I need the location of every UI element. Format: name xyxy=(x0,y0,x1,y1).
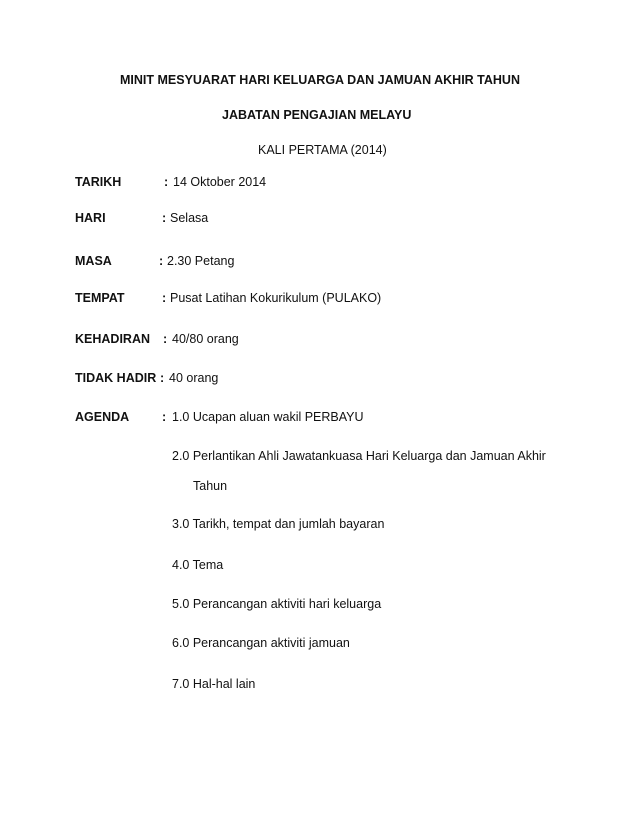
field-label-tempat: TEMPAT xyxy=(75,291,125,305)
document-title: MINIT MESYUARAT HARI KELUARGA DAN JAMUAN AKHIR TAHUN xyxy=(120,73,520,87)
field-colon-masa: : xyxy=(159,254,164,268)
department-name: JABATAN PENGAJIAN MELAYU xyxy=(222,108,412,122)
field-colon-tidak-hadir: : xyxy=(160,371,165,385)
field-colon-tarikh: : xyxy=(164,175,169,189)
agenda-item: 2.0 Perlantikan Ahli Jawatankuasa Hari Keluarga dan Jamuan Akhir xyxy=(172,449,546,463)
field-colon-hari: : xyxy=(162,211,167,225)
agenda-item: 5.0 Perancangan aktiviti hari keluarga xyxy=(172,597,382,611)
agenda-item: 3.0 Tarikh, tempat dan jumlah bayaran xyxy=(172,517,385,531)
agenda-item: 6.0 Perancangan aktiviti jamuan xyxy=(172,636,350,650)
field-label-tidak-hadir: TIDAK HADIR xyxy=(75,371,157,385)
field-colon-tempat: : xyxy=(162,291,167,305)
field-label-hari: HARI xyxy=(75,211,106,225)
field-colon-kehadiran: : xyxy=(163,332,168,346)
field-value-hari: Selasa xyxy=(170,211,209,225)
field-label-masa: MASA xyxy=(75,254,112,268)
field-label-tarikh: TARIKH xyxy=(75,175,122,189)
field-value-kehadiran: 40/80 orang xyxy=(172,332,239,346)
field-value-tidak-hadir: 40 orang xyxy=(169,371,219,385)
field-colon-agenda: : xyxy=(162,410,167,424)
field-value-tarikh: 14 Oktober 2014 xyxy=(173,175,267,189)
field-value-tempat: Pusat Latihan Kokurikulum (PULAKO) xyxy=(170,291,382,305)
agenda-item-continuation: Tahun xyxy=(193,479,228,493)
agenda-item: 7.0 Hal-hal lain xyxy=(172,677,256,691)
agenda-item: 4.0 Tema xyxy=(172,558,224,572)
field-value-masa: 2.30 Petang xyxy=(167,254,235,268)
field-label-kehadiran: KEHADIRAN xyxy=(75,332,150,346)
agenda-item: 1.0 Ucapan aluan wakil PERBAYU xyxy=(172,410,364,424)
field-label-agenda: AGENDA xyxy=(75,410,130,424)
meeting-session: KALI PERTAMA (2014) xyxy=(258,143,387,157)
